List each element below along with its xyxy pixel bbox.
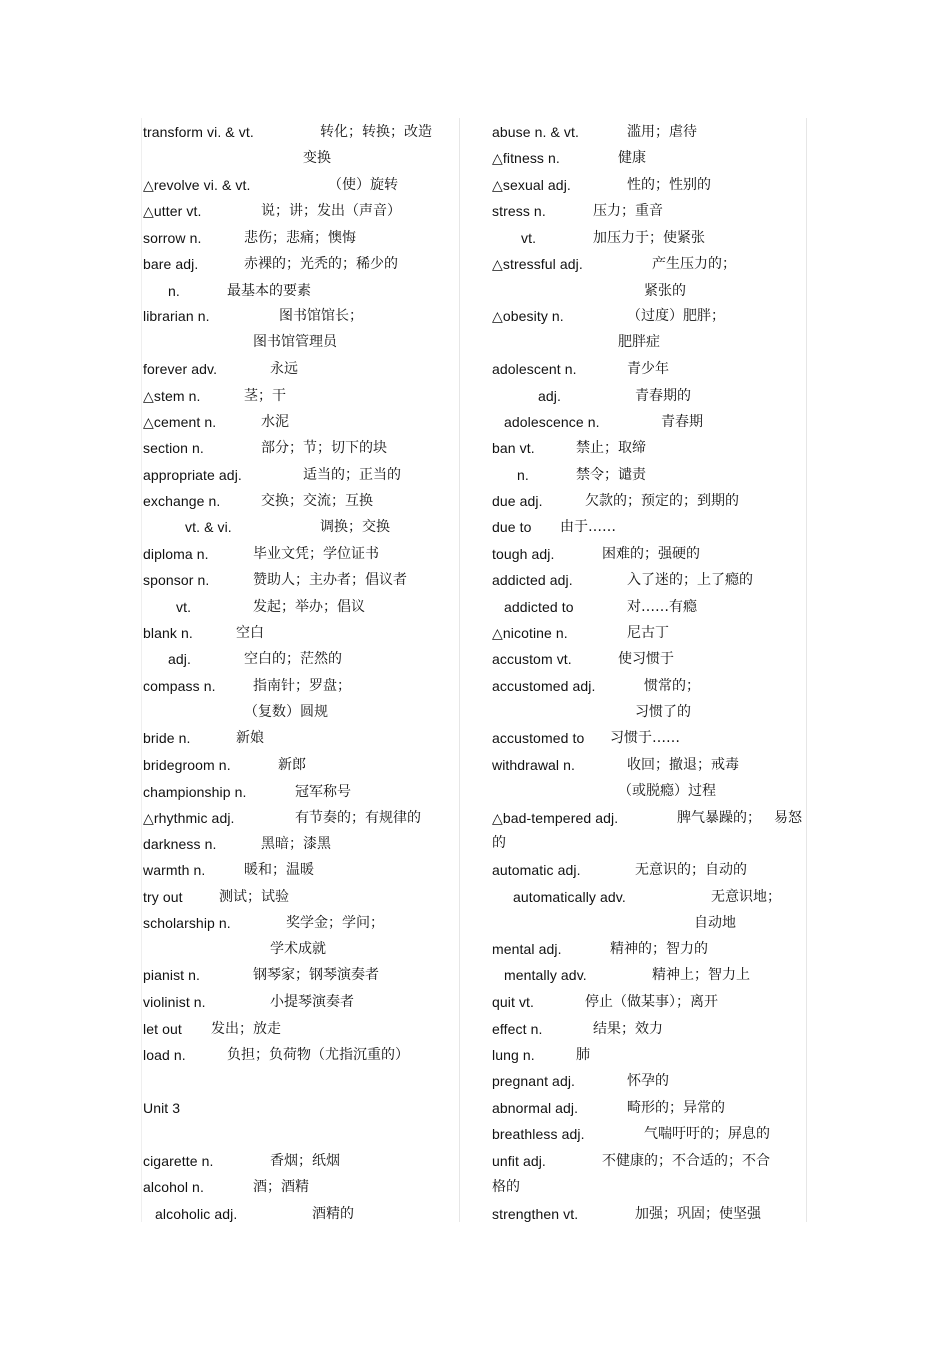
vocab-definition: 入了迷的；上了瘾的 — [627, 572, 753, 588]
vocab-definition: 青春期 — [661, 414, 703, 430]
vocab-definition: 冠军称号 — [295, 784, 351, 800]
vocab-definition: 图书馆馆长； — [279, 308, 363, 324]
vocab-term: diploma n. — [143, 546, 209, 562]
vocab-definition: （使）旋转 — [328, 177, 398, 193]
vocab-definition: 加强；巩固；使坚强 — [635, 1206, 761, 1222]
right-column — [492, 118, 807, 1222]
vocab-definition: 收回；撤退；戒毒 — [627, 757, 739, 773]
vocab-definition: 使习惯于 — [618, 651, 674, 667]
vocab-definition: 青春期的 — [635, 388, 691, 404]
vocab-term: let out — [143, 1021, 182, 1037]
vocab-term: n. — [517, 467, 529, 483]
vocab-term: △stressful adj. — [492, 256, 583, 272]
vocab-definition: 紧张的 — [644, 283, 686, 299]
vocab-term: bare adj. — [143, 256, 199, 272]
vocab-definition: 悲伤；悲痛；懊悔 — [244, 230, 356, 246]
vocab-term: accustomed adj. — [492, 678, 596, 694]
vocab-term: stress n. — [492, 203, 546, 219]
vocab-term: warmth n. — [143, 862, 206, 878]
vocab-definition: 气喘吁吁的；屏息的 — [644, 1126, 770, 1142]
vocab-definition: 易怒 — [774, 810, 802, 826]
vocab-definition: 说；讲；发出（声音） — [261, 203, 401, 219]
vocab-term: sponsor n. — [143, 572, 210, 588]
vocab-term: forever adv. — [143, 361, 218, 377]
vocab-term: due to — [492, 519, 532, 535]
vocab-definition: 水泥 — [261, 414, 289, 430]
vocab-definition: 禁止；取缔 — [576, 440, 646, 456]
vocab-definition: 小提琴演奏者 — [270, 994, 354, 1010]
vocab-definition: 奖学金；学问； — [286, 915, 384, 931]
vocab-term: abnormal adj. — [492, 1100, 579, 1116]
vocab-definition: 结果；效力 — [593, 1021, 663, 1037]
vocab-definition: 转化；转换；改造 — [320, 124, 432, 140]
vocab-term: △cement n. — [143, 414, 217, 430]
vocab-term: breathless adj. — [492, 1126, 585, 1142]
vocab-term: vt. & vi. — [185, 519, 232, 535]
vocab-definition: 精神上；智力上 — [652, 967, 750, 983]
vocab-term: effect n. — [492, 1021, 543, 1037]
vocab-term: △bad-tempered adj. — [492, 810, 619, 826]
vocab-definition: 发起；举办；倡议 — [253, 599, 365, 615]
vocab-definition: 空白的；茫然的 — [244, 651, 342, 667]
vocab-term: transform vi. & vt. — [143, 124, 254, 140]
vocab-definition: 不健康的；不合适的；不合 — [602, 1153, 770, 1169]
vocab-term: △obesity n. — [492, 308, 564, 324]
vocab-definition: 滥用；虐待 — [627, 124, 697, 140]
vocab-term: △fitness n. — [492, 150, 560, 166]
vocab-definition: 怀孕的 — [627, 1073, 669, 1089]
vocab-term: alcoholic adj. — [155, 1206, 238, 1222]
vocab-definition: 调换；交换 — [320, 519, 390, 535]
vocab-term: adolescence n. — [504, 414, 600, 430]
vocab-definition: 格的 — [492, 1179, 520, 1195]
vocab-definition: （过度）肥胖； — [627, 308, 725, 324]
vocab-term: cigarette n. — [143, 1153, 214, 1169]
vocab-definition: 禁令；谴责 — [576, 467, 646, 483]
vocab-definition: 永远 — [270, 361, 298, 377]
vocab-definition: 酒精的 — [312, 1206, 354, 1222]
vocab-definition: 畸形的；异常的 — [627, 1100, 725, 1116]
vocab-term: pianist n. — [143, 967, 201, 983]
vocab-definition: 肥胖症 — [618, 334, 660, 350]
vocab-definition: 脾气暴躁的； — [677, 810, 761, 826]
vocab-term: violinist n. — [143, 994, 206, 1010]
vocab-definition: 加压力于；使紧张 — [593, 230, 705, 246]
vocab-term: section n. — [143, 440, 204, 456]
vocab-definition: 自动地 — [694, 915, 736, 931]
vocab-definition: 茎；干 — [244, 388, 286, 404]
vocab-definition: 新娘 — [236, 730, 264, 746]
vocab-definition: （或脱瘾）过程 — [618, 783, 716, 799]
vocab-term: automatically adv. — [513, 889, 626, 905]
vocab-term: tough adj. — [492, 546, 555, 562]
vocab-term: △stem n. — [143, 388, 201, 404]
vocab-definition: 惯常的； — [644, 678, 700, 694]
vocab-definition: 发出；放走 — [211, 1021, 281, 1037]
vocab-definition: 对……有瘾 — [627, 599, 697, 615]
vocab-term: ban vt. — [492, 440, 535, 456]
vocab-term: exchange n. — [143, 493, 221, 509]
vocab-definition: 新郎 — [278, 757, 306, 773]
vocab-term: △revolve vi. & vt. — [143, 177, 251, 193]
vocab-definition: 部分；节；切下的块 — [261, 440, 387, 456]
vocab-term: sorrow n. — [143, 230, 202, 246]
vocab-term: Unit 3 — [143, 1100, 181, 1116]
vocab-definition: 由于…… — [560, 519, 616, 535]
vocab-definition: 最基本的要素 — [227, 283, 311, 299]
vocab-term: alcohol n. — [143, 1179, 204, 1195]
vocab-term: adj. — [168, 651, 191, 667]
vocab-definition: 压力；重音 — [593, 203, 663, 219]
vocab-definition: 赞助人；主办者；倡议者 — [253, 572, 407, 588]
vocab-term: load n. — [143, 1047, 186, 1063]
vocab-term: automatic adj. — [492, 862, 581, 878]
vocab-definition: 习惯于…… — [610, 730, 680, 746]
vocab-definition: 交换；交流；互换 — [261, 493, 373, 509]
vocab-definition: 负担；负荷物（尤指沉重的） — [227, 1047, 409, 1063]
vocab-term: due adj. — [492, 493, 543, 509]
vocab-definition: 健康 — [618, 150, 646, 166]
vocab-term: pregnant adj. — [492, 1073, 576, 1089]
vocab-definition: 困难的；强硬的 — [602, 546, 700, 562]
vocab-definition: 产生压力的； — [652, 256, 736, 272]
vocab-definition: 空白 — [236, 625, 264, 641]
vocab-definition: 香烟；纸烟 — [270, 1153, 340, 1169]
vocab-definition: 酒；酒精 — [253, 1179, 309, 1195]
vocab-definition: 习惯了的 — [635, 704, 691, 720]
vocab-definition: 测试；试验 — [219, 889, 289, 905]
vocab-term: try out — [143, 889, 183, 905]
vocab-definition: 黑暗；漆黑 — [261, 836, 331, 852]
vocab-term: mentally adv. — [504, 967, 587, 983]
vocab-term: blank n. — [143, 625, 193, 641]
vocab-definition: 毕业文凭；学位证书 — [253, 546, 379, 562]
vocab-definition: 青少年 — [627, 361, 669, 377]
vocab-definition: 无意识地； — [711, 889, 781, 905]
vocab-term: bride n. — [143, 730, 191, 746]
vocab-term: lung n. — [492, 1047, 535, 1063]
vocab-term: abuse n. & vt. — [492, 124, 580, 140]
vocab-definition: 学术成就 — [270, 941, 326, 957]
vocab-term: adolescent n. — [492, 361, 577, 377]
left-column — [143, 118, 460, 1222]
vocab-term: bridegroom n. — [143, 757, 231, 773]
vocab-term: withdrawal n. — [492, 757, 576, 773]
vocab-term: addicted adj. — [492, 572, 573, 588]
vocab-definition: 停止（做某事）；离开 — [585, 994, 718, 1010]
vocab-term: vt. — [176, 599, 192, 615]
vocab-term: accustomed to — [492, 730, 585, 746]
vocab-definition: 有节奏的；有规律的 — [295, 810, 421, 826]
vocab-term: n. — [168, 283, 180, 299]
vocab-term: championship n. — [143, 784, 247, 800]
vocab-definition: （复数）圆规 — [244, 704, 328, 720]
vocab-definition: 赤裸的；光秃的；稀少的 — [244, 256, 398, 272]
vocab-term: unfit adj. — [492, 1153, 546, 1169]
vocab-term: appropriate adj. — [143, 467, 242, 483]
vocab-term: addicted to — [504, 599, 574, 615]
vocab-term: librarian n. — [143, 308, 210, 324]
vocab-term: △rhythmic adj. — [143, 810, 235, 826]
vocab-term: strengthen vt. — [492, 1206, 579, 1222]
vocab-definition: 钢琴家；钢琴演奏者 — [253, 967, 379, 983]
vocab-term: △sexual adj. — [492, 177, 571, 193]
vocab-term: adj. — [538, 388, 561, 404]
vocab-definition: 性的；性别的 — [627, 177, 711, 193]
vocab-definition: 无意识的；自动的 — [635, 862, 747, 878]
vocab-term: △nicotine n. — [492, 625, 568, 641]
vocab-term: accustom vt. — [492, 651, 572, 667]
vocab-term: vt. — [521, 230, 537, 246]
vocab-definition: 的 — [492, 835, 506, 851]
vocab-definition: 欠款的；预定的；到期的 — [585, 493, 739, 509]
vocab-term: △utter vt. — [143, 203, 202, 219]
vocab-definition: 肺 — [576, 1047, 590, 1063]
vocab-term: mental adj. — [492, 941, 562, 957]
vocab-definition: 暖和；温暖 — [244, 862, 314, 878]
vocab-term: darkness n. — [143, 836, 217, 852]
vocab-term: scholarship n. — [143, 915, 231, 931]
vocab-definition: 变换 — [303, 150, 331, 166]
vocab-definition: 精神的；智力的 — [610, 941, 708, 957]
vocab-definition: 图书馆管理员 — [253, 334, 337, 350]
vocab-definition: 适当的；正当的 — [303, 467, 401, 483]
vocab-term: compass n. — [143, 678, 216, 694]
vocab-definition: 指南针；罗盘； — [253, 678, 351, 694]
vocab-definition: 尼古丁 — [627, 625, 669, 641]
vocab-term: quit vt. — [492, 994, 535, 1010]
